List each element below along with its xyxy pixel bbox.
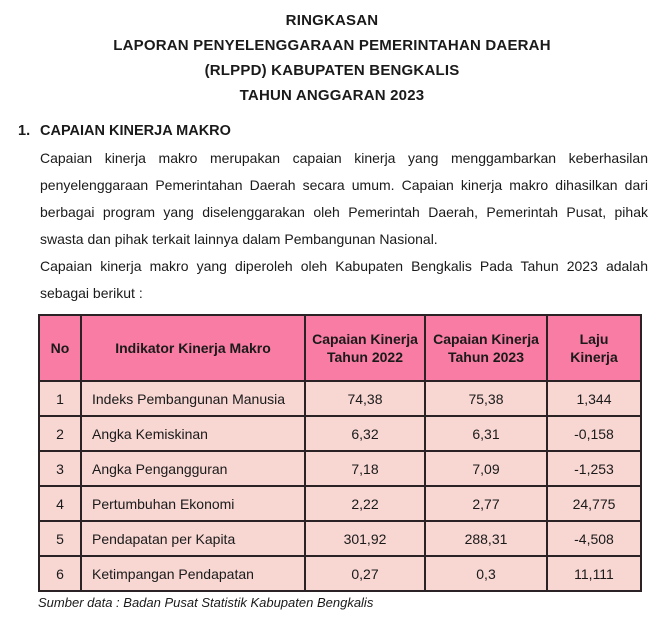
paragraph: Capaian kinerja makro merupakan capaian kinerja yang menggambarkan keberhasilan penyelenggaraan Pemerintahan Daerah secara umum. Capaian kinerja makro dihasilkan dari berbagai program yang diselenggarakan oleh Pemerintah Daerah, Pemerintah Pusat, pihak swasta dan pihak terkait lainnya dalam Pembangunan Nasional.	[40, 150, 648, 247]
value-cell: 301,92	[305, 521, 425, 556]
table-row	[39, 416, 641, 451]
value-cell: 0,3	[425, 556, 547, 591]
col-header-no: No	[39, 315, 81, 381]
source-note: Sumber data : Badan Pusat Statistik Kabupaten Bengkalis	[38, 595, 374, 610]
value-cell: -4,508	[547, 521, 641, 556]
value-cell: 11,111	[547, 556, 641, 591]
table-row	[39, 381, 641, 416]
value-cell: 6,32	[305, 416, 425, 451]
col-header-2023: Capaian Kinerja Tahun 2023	[425, 315, 547, 381]
title-line: TAHUN ANGGARAN 2023	[239, 87, 425, 104]
table-header-row	[39, 315, 641, 381]
macro-table-wrap	[38, 314, 640, 592]
value-cell: 7,09	[425, 451, 547, 486]
col-header-laju: Laju Kinerja	[547, 315, 641, 381]
row-number-cell: 6	[39, 556, 81, 591]
table-row	[39, 451, 641, 486]
indicator-cell: Indeks Pembangunan Manusia	[81, 381, 305, 416]
title-line: LAPORAN PENYELENGGARAAN PEMERINTAHAN DAERAH	[113, 37, 551, 54]
section-number: 1.	[18, 123, 31, 139]
value-cell: 7,18	[305, 451, 425, 486]
value-cell: 74,38	[305, 381, 425, 416]
indicator-cell: Pendapatan per Kapita	[81, 521, 305, 556]
value-cell: 6,31	[425, 416, 547, 451]
section-heading	[0, 123, 664, 139]
indicator-cell: Ketimpangan Pendapatan	[81, 556, 305, 591]
value-cell: 288,31	[425, 521, 547, 556]
indicator-cell: Angka Pengangguran	[81, 451, 305, 486]
indicator-cell: Pertumbuhan Ekonomi	[81, 486, 305, 521]
value-cell: 2,77	[425, 486, 547, 521]
table-row	[39, 486, 641, 521]
table-header	[39, 315, 641, 381]
report-title	[0, 0, 664, 108]
section-heading-text: CAPAIAN KINERJA MAKRO	[40, 123, 231, 139]
row-number-cell: 2	[39, 416, 81, 451]
row-number-cell: 4	[39, 486, 81, 521]
paragraph: Capaian kinerja makro yang diperoleh oleh Kabupaten Bengkalis Pada Tahun 2023 adalah sebagai berikut :	[40, 258, 648, 301]
col-header-2022: Capaian Kinerja Tahun 2022	[305, 315, 425, 381]
macro-table-body	[39, 381, 641, 591]
value-cell: 75,38	[425, 381, 547, 416]
value-cell: 2,22	[305, 486, 425, 521]
col-header-indicator: Indikator Kinerja Makro	[81, 315, 305, 381]
section-capaian-kinerja-makro	[0, 123, 664, 307]
value-cell: 24,775	[547, 486, 641, 521]
indicator-cell: Angka Kemiskinan	[81, 416, 305, 451]
value-cell: 0,27	[305, 556, 425, 591]
section-body	[0, 145, 664, 307]
table-row	[39, 556, 641, 591]
row-number-cell: 5	[39, 521, 81, 556]
table-row	[39, 521, 641, 556]
title-line: RINGKASAN	[285, 12, 379, 29]
value-cell: 1,344	[547, 381, 641, 416]
row-number-cell: 1	[39, 381, 81, 416]
macro-indicator-table	[38, 314, 642, 592]
row-number-cell: 3	[39, 451, 81, 486]
value-cell: -0,158	[547, 416, 641, 451]
title-line: (RLPPD) KABUPATEN BENGKALIS	[204, 62, 460, 79]
value-cell: -1,253	[547, 451, 641, 486]
